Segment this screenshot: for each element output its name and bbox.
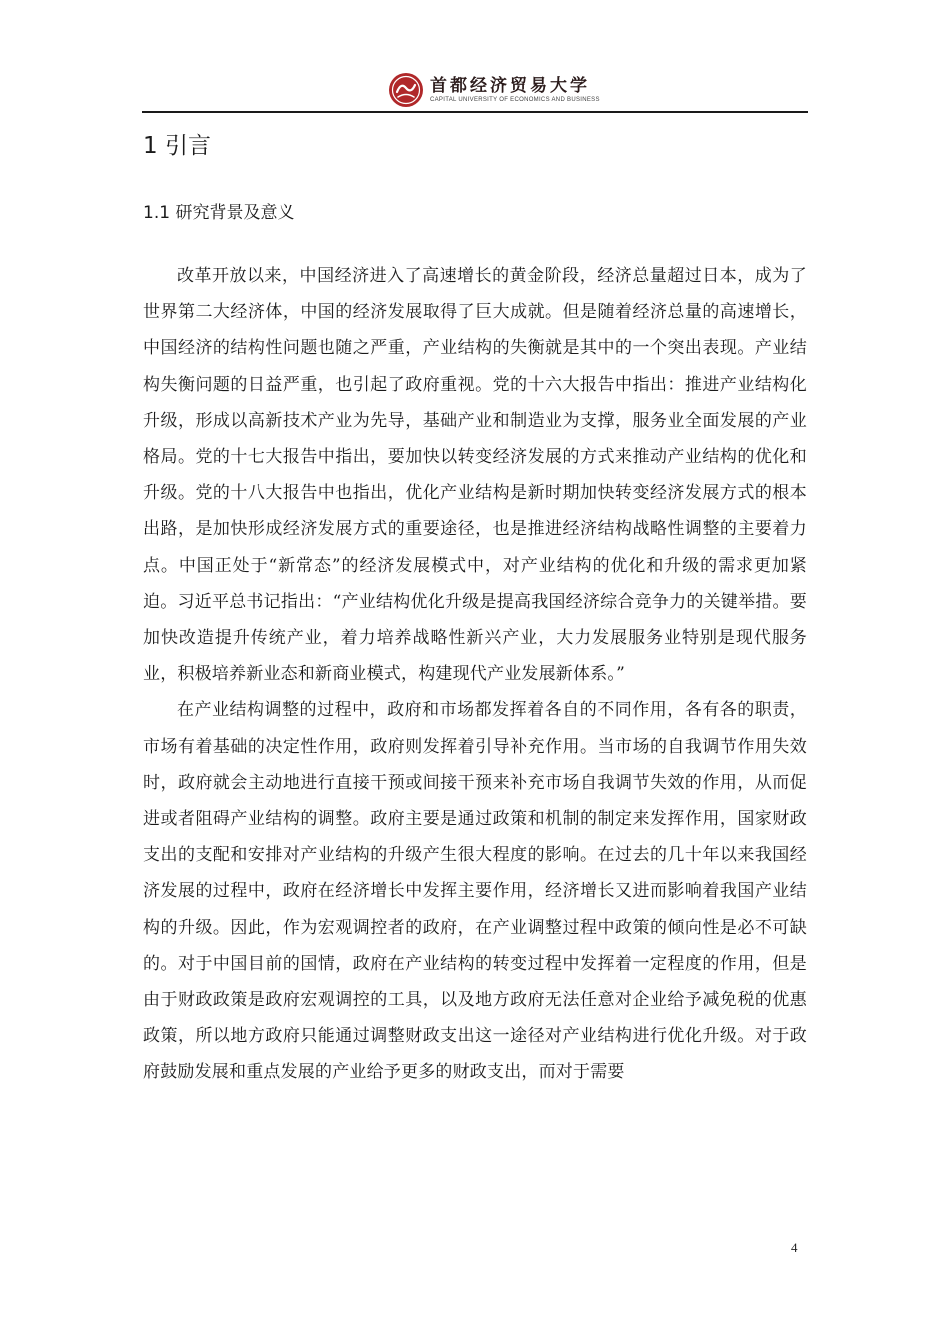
page-number: 4 <box>791 1240 798 1255</box>
chapter-title: 1 引言 <box>143 133 211 159</box>
header-divider <box>142 111 808 113</box>
university-emblem-icon <box>388 72 424 108</box>
paragraph: 改革开放以来，中国经济进入了高速增长的黄金阶段，经济总量超过日本，成为了世界第二大经济体，中国的经济发展取得了巨大成就。但是随着经济总量的高速增长，中国经济的结构性问题也随之严重，产业结构的失衡就是其中的一个突出表现。产业结构失衡问题的日益严重，也引起了政府重视。党的十六大报告中指出：推进产业结构化升级，形成以高新技术产业为先导，基础产业和制造业为支撑，服务业全面发展的产业格局。党的十七大报告中指出，要加快以转变经济发展的方式来推动产业结构的优化和升级。党的十八大报告中也指出，优化产业结构是新时期加快转变经济发展方式的根本出路，是加快形成经济发展方式的重要途径，也是推进经济结构战略性调整的主要着力点。中国正处于“新常态”的经济发展模式中，对产业结构的优化和升级的需求更加紧迫。习近平总书记指出：“产业结构优化升级是提高我国经济综合竞争力的关键举措。要加快改造提升传统产业，着力培养战略性新兴产业，大力发展服务业特别是现代服务业，积极培养新业态和新商业模式，构建现代产业发展新体系。” <box>143 266 807 685</box>
university-name <box>430 76 600 104</box>
paragraph: 在产业结构调整的过程中，政府和市场都发挥着各自的不同作用，各有各的职责，市场有着基础的决定性作用，政府则发挥着引导补充作用。当市场的自我调节作用失效时，政府就会主动地进行直接干预或间接干预来补充市场自我调节失效的作用，从而促进或者阻碍产业结构的调整。政府主要是通过政策和机制的制定来发挥作用，国家财政支出的支配和安排对产业结构的升级产生很大程度的影响。在过去的几十年以来我国经济发展的过程中，政府在经济增长中发挥主要作用，经济增长又进而影响着我国产业结构的升级。因此，作为宏观调控者的政府，在产业调整过程中政策的倾向性是必不可缺的。对于中国目前的国情，政府在产业结构的转变过程中发挥着一定程度的作用，但是由于财政政策是政府宏观调控的工具，以及地方政府无法任意对企业给予减免税的优惠政策，所以地方政府只能通过调整财政支出这一途径对产业结构进行优化升级。对于政府鼓励发展和重点发展的产业给予更多的财政支出，而对于需要 <box>143 700 807 1083</box>
page-header <box>142 66 808 112</box>
university-name-cn: 首都经济贸易大学 <box>430 76 590 96</box>
body-text <box>143 258 807 1091</box>
university-logo <box>388 72 600 108</box>
university-name-en: CAPITAL UNIVERSITY OF ECONOMICS AND BUSINESS <box>430 97 600 103</box>
section-title: 1.1 研究背景及意义 <box>143 203 295 223</box>
